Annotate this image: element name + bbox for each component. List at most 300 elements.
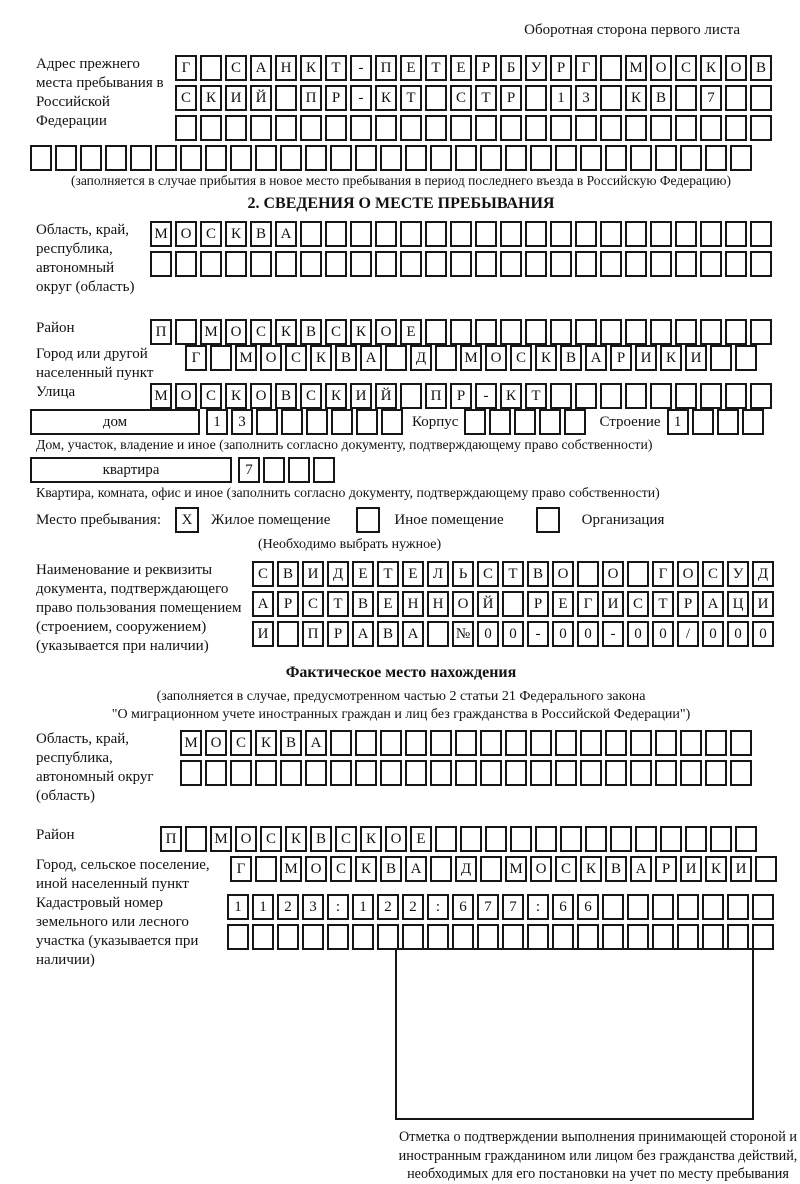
- char-box[interactable]: [480, 760, 502, 786]
- char-box[interactable]: [180, 760, 202, 786]
- char-box[interactable]: С: [200, 383, 222, 409]
- char-box[interactable]: Е: [552, 591, 574, 617]
- char-box[interactable]: [180, 145, 202, 171]
- char-box[interactable]: А: [702, 591, 724, 617]
- char-box[interactable]: [577, 561, 599, 587]
- char-box[interactable]: [600, 115, 622, 141]
- char-box[interactable]: [550, 319, 572, 345]
- char-box[interactable]: [675, 85, 697, 111]
- char-box[interactable]: [677, 894, 699, 920]
- char-box[interactable]: 0: [652, 621, 674, 647]
- char-box[interactable]: О: [250, 383, 272, 409]
- char-box[interactable]: К: [300, 55, 322, 81]
- char-box[interactable]: [450, 221, 472, 247]
- char-box[interactable]: [725, 115, 747, 141]
- char-box[interactable]: [80, 145, 102, 171]
- char-box[interactable]: Н: [427, 591, 449, 617]
- char-box[interactable]: С: [230, 730, 252, 756]
- char-box[interactable]: С: [200, 221, 222, 247]
- char-box[interactable]: В: [310, 826, 332, 852]
- char-box[interactable]: [555, 760, 577, 786]
- char-box[interactable]: [735, 345, 757, 371]
- char-box[interactable]: [625, 383, 647, 409]
- char-box[interactable]: [527, 924, 549, 950]
- char-box[interactable]: [355, 145, 377, 171]
- char-box[interactable]: [381, 409, 403, 435]
- char-box[interactable]: И: [752, 591, 774, 617]
- char-box[interactable]: [625, 115, 647, 141]
- char-box[interactable]: Т: [400, 85, 422, 111]
- char-box[interactable]: [425, 115, 447, 141]
- char-box[interactable]: [400, 221, 422, 247]
- char-box[interactable]: [455, 730, 477, 756]
- char-box[interactable]: 3: [575, 85, 597, 111]
- char-box[interactable]: К: [580, 856, 602, 882]
- char-box[interactable]: [705, 760, 727, 786]
- char-box[interactable]: М: [505, 856, 527, 882]
- char-box[interactable]: [730, 760, 752, 786]
- char-box[interactable]: [750, 319, 772, 345]
- char-box[interactable]: [680, 145, 702, 171]
- char-box[interactable]: [525, 221, 547, 247]
- char-box[interactable]: Е: [410, 826, 432, 852]
- char-box[interactable]: Б: [500, 55, 522, 81]
- char-box[interactable]: В: [377, 621, 399, 647]
- char-box[interactable]: [625, 221, 647, 247]
- char-box[interactable]: О: [175, 383, 197, 409]
- char-box[interactable]: [277, 924, 299, 950]
- char-box[interactable]: [205, 145, 227, 171]
- char-box[interactable]: [530, 760, 552, 786]
- char-box[interactable]: [725, 383, 747, 409]
- char-box[interactable]: [480, 145, 502, 171]
- char-box[interactable]: №: [452, 621, 474, 647]
- char-box[interactable]: О: [225, 319, 247, 345]
- char-box[interactable]: К: [500, 383, 522, 409]
- char-box[interactable]: [330, 760, 352, 786]
- char-box[interactable]: 0: [727, 621, 749, 647]
- char-box[interactable]: П: [302, 621, 324, 647]
- char-box[interactable]: К: [225, 221, 247, 247]
- char-box[interactable]: 1: [206, 409, 228, 435]
- char-box[interactable]: [500, 221, 522, 247]
- char-box[interactable]: М: [280, 856, 302, 882]
- char-box[interactable]: В: [352, 591, 374, 617]
- char-box[interactable]: [650, 383, 672, 409]
- char-box[interactable]: С: [555, 856, 577, 882]
- s3-region-row-2[interactable]: [180, 760, 755, 786]
- prev-address-row-2[interactable]: [175, 85, 775, 111]
- char-box[interactable]: [200, 251, 222, 277]
- char-box[interactable]: И: [730, 856, 752, 882]
- char-box[interactable]: Е: [402, 561, 424, 587]
- char-box[interactable]: [627, 894, 649, 920]
- char-box[interactable]: [305, 760, 327, 786]
- cadastre-row-2[interactable]: [227, 924, 777, 950]
- char-box[interactable]: [605, 760, 627, 786]
- char-box[interactable]: [480, 730, 502, 756]
- char-box[interactable]: 2: [402, 894, 424, 920]
- char-box[interactable]: В: [277, 561, 299, 587]
- char-box[interactable]: [277, 621, 299, 647]
- char-box[interactable]: [525, 319, 547, 345]
- char-box[interactable]: К: [660, 345, 682, 371]
- char-box[interactable]: 3: [302, 894, 324, 920]
- char-box[interactable]: [330, 145, 352, 171]
- char-box[interactable]: [692, 409, 714, 435]
- char-box[interactable]: [575, 221, 597, 247]
- char-box[interactable]: Р: [475, 55, 497, 81]
- char-box[interactable]: [450, 115, 472, 141]
- char-box[interactable]: 0: [502, 621, 524, 647]
- char-box[interactable]: Р: [677, 591, 699, 617]
- char-box[interactable]: [435, 826, 457, 852]
- char-box[interactable]: Л: [427, 561, 449, 587]
- char-box[interactable]: [185, 826, 207, 852]
- char-box[interactable]: [700, 221, 722, 247]
- char-box[interactable]: [256, 409, 278, 435]
- char-box[interactable]: О: [305, 856, 327, 882]
- char-box[interactable]: [300, 221, 322, 247]
- char-box[interactable]: К: [255, 730, 277, 756]
- char-box[interactable]: [655, 145, 677, 171]
- char-box[interactable]: [702, 924, 724, 950]
- char-box[interactable]: Г: [230, 856, 252, 882]
- char-box[interactable]: Й: [375, 383, 397, 409]
- char-box[interactable]: К: [700, 55, 722, 81]
- char-box[interactable]: [263, 457, 285, 483]
- char-box[interactable]: [552, 924, 574, 950]
- char-box[interactable]: :: [427, 894, 449, 920]
- char-box[interactable]: Г: [577, 591, 599, 617]
- char-box[interactable]: А: [360, 345, 382, 371]
- char-box[interactable]: [480, 856, 502, 882]
- char-box[interactable]: [575, 383, 597, 409]
- char-box[interactable]: М: [210, 826, 232, 852]
- char-box[interactable]: [560, 826, 582, 852]
- char-box[interactable]: [356, 409, 378, 435]
- char-box[interactable]: -: [602, 621, 624, 647]
- char-box[interactable]: [600, 55, 622, 81]
- char-box[interactable]: Р: [325, 85, 347, 111]
- char-box[interactable]: К: [360, 826, 382, 852]
- char-box[interactable]: [305, 145, 327, 171]
- char-box[interactable]: [650, 319, 672, 345]
- char-box[interactable]: [605, 730, 627, 756]
- char-box[interactable]: [702, 894, 724, 920]
- char-box[interactable]: [280, 760, 302, 786]
- char-box[interactable]: [400, 383, 422, 409]
- char-box[interactable]: [680, 760, 702, 786]
- char-box[interactable]: [655, 730, 677, 756]
- char-box[interactable]: В: [250, 221, 272, 247]
- char-box[interactable]: [425, 319, 447, 345]
- char-box[interactable]: Е: [450, 55, 472, 81]
- char-box[interactable]: [627, 561, 649, 587]
- char-box[interactable]: [675, 383, 697, 409]
- char-box[interactable]: [555, 730, 577, 756]
- char-box[interactable]: О: [530, 856, 552, 882]
- char-box[interactable]: /: [677, 621, 699, 647]
- char-box[interactable]: С: [175, 85, 197, 111]
- char-box[interactable]: Ц: [727, 591, 749, 617]
- char-box[interactable]: [252, 924, 274, 950]
- char-box[interactable]: [535, 826, 557, 852]
- char-box[interactable]: [55, 145, 77, 171]
- char-box[interactable]: У: [727, 561, 749, 587]
- char-box[interactable]: [352, 924, 374, 950]
- char-box[interactable]: [610, 826, 632, 852]
- char-box[interactable]: -: [475, 383, 497, 409]
- char-box[interactable]: 1: [550, 85, 572, 111]
- char-box[interactable]: [325, 251, 347, 277]
- house-number-row[interactable]: [206, 409, 406, 435]
- char-box[interactable]: [302, 924, 324, 950]
- char-box[interactable]: И: [602, 591, 624, 617]
- char-box[interactable]: 2: [277, 894, 299, 920]
- char-box[interactable]: [275, 85, 297, 111]
- char-box[interactable]: [430, 760, 452, 786]
- char-box[interactable]: 7: [502, 894, 524, 920]
- char-box[interactable]: И: [350, 383, 372, 409]
- char-box[interactable]: [385, 345, 407, 371]
- char-box[interactable]: [750, 383, 772, 409]
- char-box[interactable]: 1: [227, 894, 249, 920]
- char-box[interactable]: [725, 251, 747, 277]
- char-box[interactable]: О: [205, 730, 227, 756]
- char-box[interactable]: Й: [250, 85, 272, 111]
- char-box[interactable]: П: [300, 85, 322, 111]
- char-box[interactable]: [525, 251, 547, 277]
- char-box[interactable]: С: [302, 591, 324, 617]
- s2-street-row[interactable]: [150, 383, 775, 409]
- char-box[interactable]: П: [150, 319, 172, 345]
- char-box[interactable]: :: [327, 894, 349, 920]
- char-box[interactable]: -: [350, 55, 372, 81]
- char-box[interactable]: С: [300, 383, 322, 409]
- s3-region-row-1[interactable]: [180, 730, 755, 756]
- char-box[interactable]: [650, 115, 672, 141]
- char-box[interactable]: Г: [652, 561, 674, 587]
- char-box[interactable]: О: [452, 591, 474, 617]
- char-box[interactable]: К: [625, 85, 647, 111]
- char-box[interactable]: Т: [425, 55, 447, 81]
- char-box[interactable]: [500, 251, 522, 277]
- char-box[interactable]: [175, 251, 197, 277]
- char-box[interactable]: А: [402, 621, 424, 647]
- char-box[interactable]: [710, 345, 732, 371]
- char-box[interactable]: [717, 409, 739, 435]
- char-box[interactable]: [313, 457, 335, 483]
- korpus-row[interactable]: [464, 409, 589, 435]
- checkbox-organization[interactable]: [536, 507, 560, 533]
- char-box[interactable]: [300, 115, 322, 141]
- char-box[interactable]: [580, 730, 602, 756]
- char-box[interactable]: К: [200, 85, 222, 111]
- char-box[interactable]: [327, 924, 349, 950]
- char-box[interactable]: [475, 115, 497, 141]
- char-box[interactable]: [530, 145, 552, 171]
- char-box[interactable]: [427, 621, 449, 647]
- char-box[interactable]: [730, 730, 752, 756]
- char-box[interactable]: [460, 826, 482, 852]
- char-box[interactable]: [455, 145, 477, 171]
- char-box[interactable]: [355, 730, 377, 756]
- char-box[interactable]: В: [605, 856, 627, 882]
- checkbox-residential[interactable]: X: [175, 507, 199, 533]
- char-box[interactable]: -: [350, 85, 372, 111]
- char-box[interactable]: [380, 145, 402, 171]
- char-box[interactable]: 6: [577, 894, 599, 920]
- char-box[interactable]: [400, 115, 422, 141]
- s2-city-row[interactable]: [185, 345, 760, 371]
- char-box[interactable]: [400, 251, 422, 277]
- char-box[interactable]: [464, 409, 486, 435]
- char-box[interactable]: 0: [552, 621, 574, 647]
- char-box[interactable]: Г: [185, 345, 207, 371]
- char-box[interactable]: О: [677, 561, 699, 587]
- char-box[interactable]: [675, 221, 697, 247]
- char-box[interactable]: [405, 760, 427, 786]
- char-box[interactable]: К: [375, 85, 397, 111]
- char-box[interactable]: [700, 319, 722, 345]
- char-box[interactable]: Й: [477, 591, 499, 617]
- char-box[interactable]: [705, 730, 727, 756]
- char-box[interactable]: А: [352, 621, 374, 647]
- char-box[interactable]: В: [650, 85, 672, 111]
- char-box[interactable]: П: [160, 826, 182, 852]
- char-box[interactable]: Р: [450, 383, 472, 409]
- char-box[interactable]: [725, 319, 747, 345]
- char-box[interactable]: [514, 409, 536, 435]
- char-box[interactable]: В: [280, 730, 302, 756]
- char-box[interactable]: О: [235, 826, 257, 852]
- char-box[interactable]: [750, 221, 772, 247]
- char-box[interactable]: В: [560, 345, 582, 371]
- char-box[interactable]: О: [375, 319, 397, 345]
- char-box[interactable]: Р: [527, 591, 549, 617]
- stroenie-row[interactable]: [667, 409, 767, 435]
- char-box[interactable]: О: [602, 561, 624, 587]
- char-box[interactable]: 0: [577, 621, 599, 647]
- char-box[interactable]: К: [275, 319, 297, 345]
- checkbox-other-premises[interactable]: [356, 507, 380, 533]
- char-box[interactable]: [280, 145, 302, 171]
- char-box[interactable]: [402, 924, 424, 950]
- char-box[interactable]: В: [300, 319, 322, 345]
- char-box[interactable]: [750, 251, 772, 277]
- char-box[interactable]: Р: [500, 85, 522, 111]
- char-box[interactable]: 0: [477, 621, 499, 647]
- char-box[interactable]: С: [330, 856, 352, 882]
- char-box[interactable]: [225, 251, 247, 277]
- char-box[interactable]: [730, 145, 752, 171]
- char-box[interactable]: Т: [502, 561, 524, 587]
- char-box[interactable]: [675, 319, 697, 345]
- char-box[interactable]: [630, 730, 652, 756]
- char-box[interactable]: [602, 924, 624, 950]
- char-box[interactable]: К: [285, 826, 307, 852]
- char-box[interactable]: [635, 826, 657, 852]
- char-box[interactable]: [500, 115, 522, 141]
- char-box[interactable]: [452, 924, 474, 950]
- char-box[interactable]: [575, 319, 597, 345]
- char-box[interactable]: К: [310, 345, 332, 371]
- char-box[interactable]: В: [750, 55, 772, 81]
- char-box[interactable]: [330, 730, 352, 756]
- char-box[interactable]: С: [510, 345, 532, 371]
- char-box[interactable]: [130, 145, 152, 171]
- prev-address-row-4[interactable]: [30, 145, 772, 171]
- char-box[interactable]: В: [527, 561, 549, 587]
- char-box[interactable]: [627, 924, 649, 950]
- char-box[interactable]: [227, 924, 249, 950]
- char-box[interactable]: [255, 145, 277, 171]
- char-box[interactable]: :: [527, 894, 549, 920]
- char-box[interactable]: У: [525, 55, 547, 81]
- document-row-3[interactable]: [252, 621, 777, 647]
- char-box[interactable]: С: [252, 561, 274, 587]
- char-box[interactable]: [725, 221, 747, 247]
- char-box[interactable]: К: [535, 345, 557, 371]
- s3-city-row[interactable]: [230, 856, 780, 882]
- char-box[interactable]: Р: [327, 621, 349, 647]
- char-box[interactable]: 2: [377, 894, 399, 920]
- char-box[interactable]: [580, 760, 602, 786]
- char-box[interactable]: 6: [552, 894, 574, 920]
- char-box[interactable]: [250, 251, 272, 277]
- char-box[interactable]: 0: [752, 621, 774, 647]
- char-box[interactable]: [230, 145, 252, 171]
- char-box[interactable]: Р: [550, 55, 572, 81]
- char-box[interactable]: [230, 760, 252, 786]
- char-box[interactable]: [550, 251, 572, 277]
- char-box[interactable]: С: [450, 85, 472, 111]
- char-box[interactable]: Д: [752, 561, 774, 587]
- char-box[interactable]: [600, 319, 622, 345]
- char-box[interactable]: [475, 221, 497, 247]
- char-box[interactable]: [710, 826, 732, 852]
- char-box[interactable]: С: [702, 561, 724, 587]
- char-box[interactable]: К: [705, 856, 727, 882]
- char-box[interactable]: Е: [377, 591, 399, 617]
- char-box[interactable]: [405, 145, 427, 171]
- char-box[interactable]: [625, 319, 647, 345]
- char-box[interactable]: [660, 826, 682, 852]
- char-box[interactable]: [677, 924, 699, 950]
- char-box[interactable]: [725, 85, 747, 111]
- char-box[interactable]: [755, 856, 777, 882]
- char-box[interactable]: Д: [455, 856, 477, 882]
- char-box[interactable]: О: [260, 345, 282, 371]
- char-box[interactable]: А: [305, 730, 327, 756]
- char-box[interactable]: С: [627, 591, 649, 617]
- char-box[interactable]: [750, 85, 772, 111]
- char-box[interactable]: [700, 383, 722, 409]
- char-box[interactable]: [685, 826, 707, 852]
- char-box[interactable]: [600, 251, 622, 277]
- char-box[interactable]: [288, 457, 310, 483]
- char-box[interactable]: [210, 345, 232, 371]
- char-box[interactable]: [450, 319, 472, 345]
- char-box[interactable]: [675, 115, 697, 141]
- char-box[interactable]: [652, 894, 674, 920]
- char-box[interactable]: О: [485, 345, 507, 371]
- char-box[interactable]: [255, 856, 277, 882]
- char-box[interactable]: [375, 251, 397, 277]
- char-box[interactable]: Н: [402, 591, 424, 617]
- char-box[interactable]: К: [355, 856, 377, 882]
